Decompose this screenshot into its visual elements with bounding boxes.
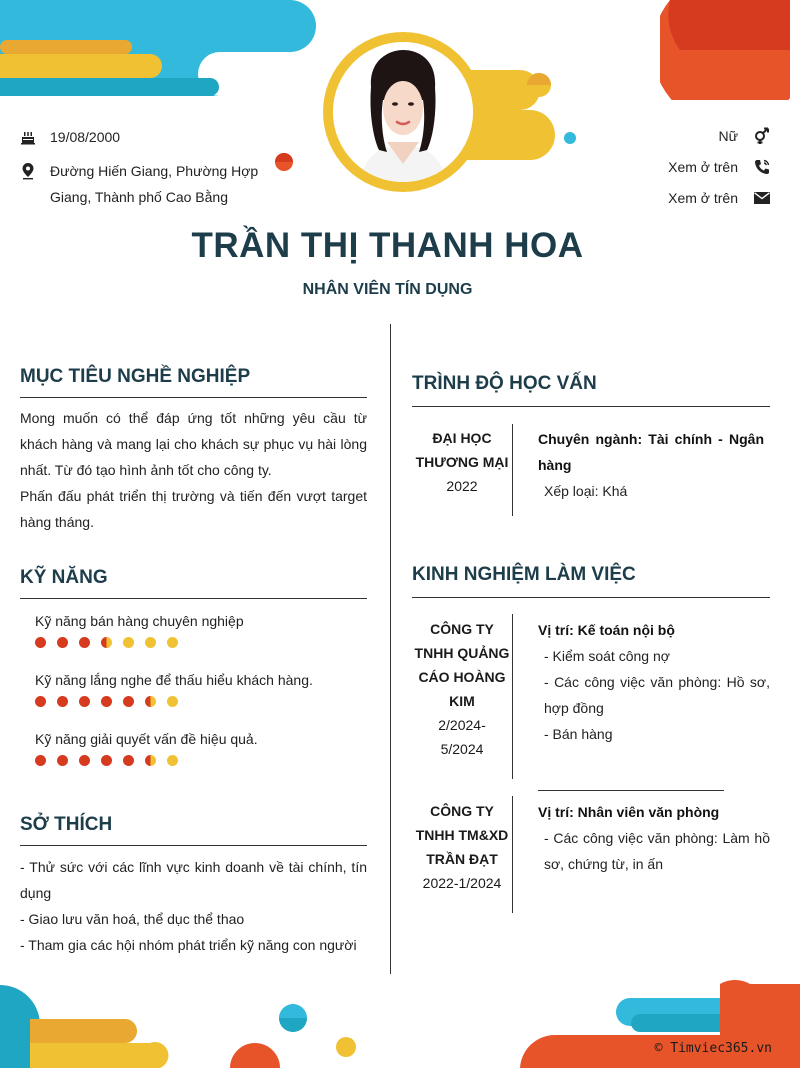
school-name-line-1: ĐẠI HỌC [432, 430, 492, 446]
education-title-line [412, 406, 770, 407]
watermark: © Timviec365.vn [654, 1041, 772, 1056]
rating-dot [101, 755, 112, 766]
rating-dot [145, 755, 156, 766]
rating-dot [79, 696, 90, 707]
job-bar [512, 796, 513, 913]
skill-rating [35, 696, 365, 707]
job-duty: - Kiểm soát công nợ [544, 648, 670, 664]
bottom-left-decoration [0, 985, 380, 1068]
job-company [412, 799, 512, 895]
address-line-1: Đường Hiến Giang, Phường Hợp [50, 163, 259, 179]
location-pin-icon [20, 158, 50, 184]
education-bar [512, 424, 513, 516]
portrait-photo [333, 42, 473, 182]
school-name-line-2: THƯƠNG MẠI [415, 454, 509, 470]
rating-dot [101, 696, 112, 707]
hobbies-list [20, 854, 367, 958]
objective-title: MỤC TIÊU NGHỀ NGHIỆP [20, 366, 251, 387]
rating-dot [145, 696, 156, 707]
skill-label: Kỹ năng lắng nghe để thấu hiểu khách hàng. [35, 672, 313, 688]
company-line: KIM [449, 693, 475, 709]
rating-dot [123, 637, 134, 648]
rating-dot [145, 637, 156, 648]
education-grade: Xếp loại: Khá [544, 483, 628, 499]
company-line: TNHH QUẢNG [414, 645, 510, 661]
rating-dot [57, 755, 68, 766]
company-line: CÔNG TY [430, 803, 494, 819]
job-bar [512, 614, 513, 779]
education-major: Chuyên ngành: Tài chính - Ngân hàng [538, 431, 764, 473]
job-position: Vị trí: Nhân viên văn phòng [538, 804, 720, 820]
rating-dot [167, 755, 178, 766]
candidate-name: TRẦN THỊ THANH HOA [191, 226, 584, 265]
contact-left [20, 124, 270, 218]
rating-dot [57, 696, 68, 707]
objective-paragraph-2: Phấn đấu phát triển thị trường và tiến đến vượt target hàng tháng. [20, 488, 367, 530]
rating-dot [167, 637, 178, 648]
skill-item [35, 672, 365, 707]
job-period-line: 2022-1/2024 [422, 875, 502, 891]
birthday-row [20, 124, 270, 150]
hobbies-title-line [20, 845, 367, 846]
skill-rating [35, 755, 365, 766]
education-title: TRÌNH ĐỘ HỌC VẤN [412, 373, 597, 394]
company-line: CÁO HOÀNG [418, 669, 506, 685]
gender-icon [748, 127, 770, 145]
education-school [412, 426, 512, 498]
hobby-item: - Thử sức với các lĩnh vực kinh doanh về tài chính, tín dụng [20, 859, 367, 901]
job-period-line: 5/2024 [440, 741, 484, 757]
job-details [538, 617, 770, 747]
experience-title: KINH NGHIỆM LÀM VIỆC [412, 564, 636, 585]
objective-text [20, 405, 367, 535]
rating-dot [35, 755, 46, 766]
rating-dot [167, 696, 178, 707]
envelope-icon [748, 192, 770, 204]
address-row [20, 158, 270, 210]
objective-title-line [20, 397, 367, 398]
gender-row [570, 120, 770, 151]
skill-label: Kỹ năng giải quyết vấn đề hiệu quả. [35, 731, 258, 747]
hobby-item: - Giao lưu văn hoá, thể dục thể thao [20, 911, 245, 927]
phone-row [570, 151, 770, 182]
email-row [570, 182, 770, 213]
address-line-2: Giang, Thành phố Cao Bằng [50, 189, 228, 205]
candidate-role: NHÂN VIÊN TÍN DỤNG [302, 281, 473, 298]
rating-dot [79, 637, 90, 648]
top-right-decoration [660, 0, 800, 100]
contact-right [570, 120, 770, 213]
email-value: Xem ở trên [668, 189, 738, 206]
skills-title: KỸ NĂNG [20, 567, 108, 588]
job-separator [538, 790, 724, 791]
skill-label: Kỹ năng bán hàng chuyên nghiệp [35, 613, 244, 629]
birthday-value: 19/08/2000 [50, 129, 121, 145]
hobbies-title: SỞ THÍCH [20, 814, 113, 835]
rating-dot [123, 755, 134, 766]
avatar [323, 32, 483, 192]
address-value [50, 158, 258, 210]
job-position: Vị trí: Kế toán nội bộ [538, 622, 675, 638]
job-duty: - Bán hàng [544, 726, 613, 742]
rating-dot [79, 755, 90, 766]
job-details [538, 799, 770, 877]
experience-title-line [412, 597, 770, 598]
graduation-year: 2022 [446, 478, 478, 494]
cake-icon [20, 124, 50, 150]
gender-value: Nữ [718, 127, 738, 144]
job-company [412, 617, 512, 761]
phone-value: Xem ở trên [668, 158, 738, 175]
company-line: TNHH TM&XD [415, 827, 509, 843]
education-details [538, 426, 764, 504]
job-period-line: 2/2024- [438, 717, 486, 733]
rating-dot [123, 696, 134, 707]
company-line: CÔNG TY [430, 621, 494, 637]
skill-item [35, 731, 365, 766]
rating-dot [35, 696, 46, 707]
rating-dot [57, 637, 68, 648]
rating-dot [101, 637, 112, 648]
hobby-item: - Tham gia các hội nhóm phát triển kỹ năng con người [20, 937, 357, 953]
job-duty: - Các công việc văn phòng: Hồ sơ, hợp đồng [544, 674, 770, 716]
skills-title-line [20, 598, 367, 599]
column-divider [390, 324, 391, 974]
job-duty: - Các công việc văn phòng: Làm hồ sơ, chứng từ, in ấn [544, 830, 770, 872]
rating-dot [35, 637, 46, 648]
skill-item [35, 613, 365, 648]
phone-icon [748, 159, 770, 175]
skill-rating [35, 637, 365, 648]
objective-paragraph-1: Mong muốn có thể đáp ứng tốt những yêu cầu từ khách hàng và mang lại cho khách sự phục vụ hài lòng nhất. Từ đó tạo hình ảnh tốt cho công ty. [20, 410, 367, 478]
company-line: TRẦN ĐẠT [426, 851, 498, 867]
